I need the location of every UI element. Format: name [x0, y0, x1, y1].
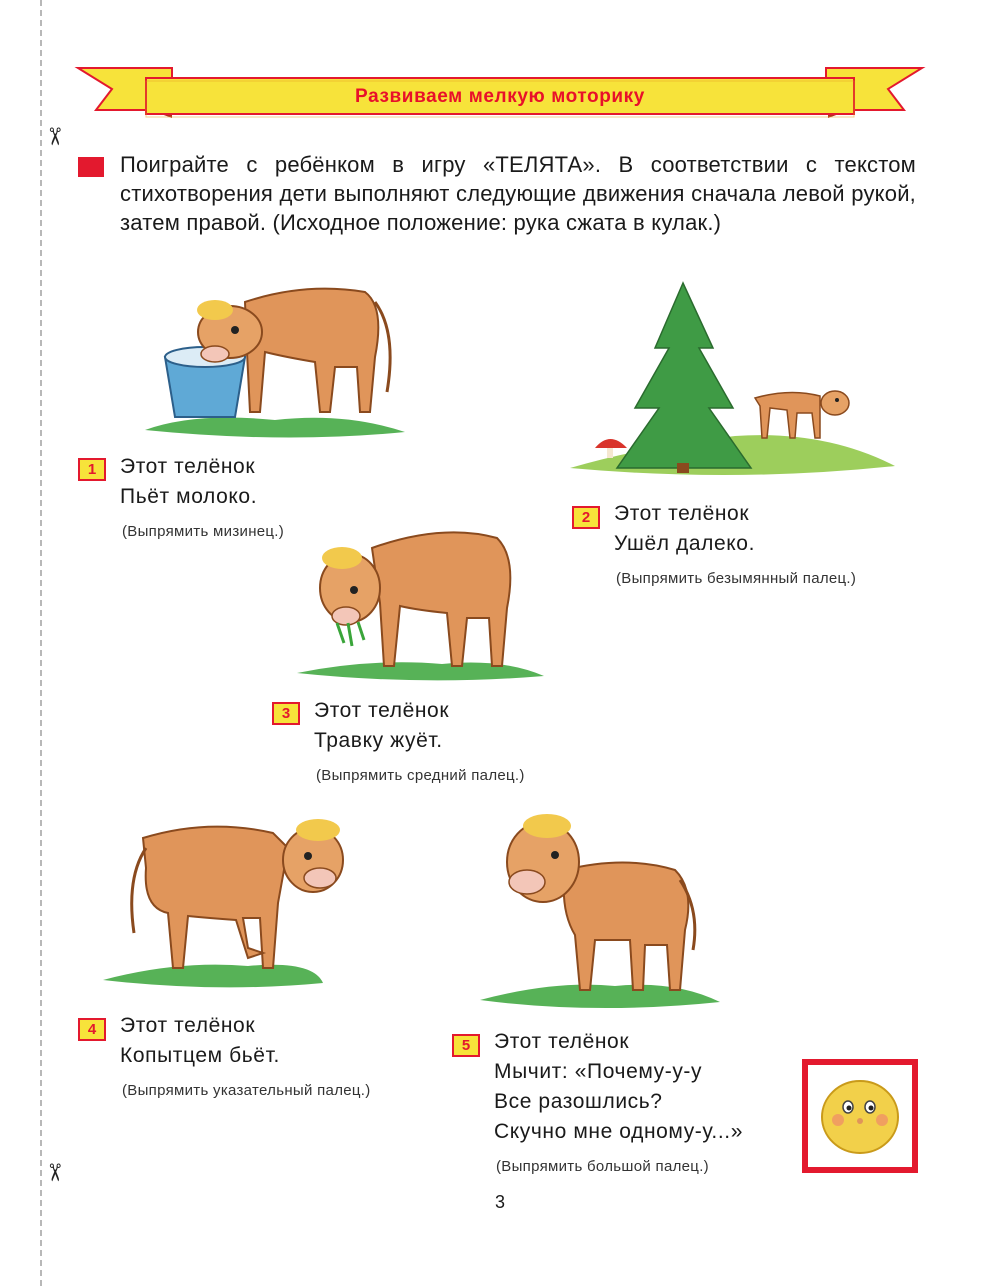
verse-line: Этот телёнок	[314, 699, 450, 722]
verse-line: Этот телёнок	[120, 455, 256, 478]
banner-title: Развиваем мелкую моторику	[355, 86, 645, 107]
bullet-marker	[78, 157, 104, 177]
calf-stamping-illustration	[98, 808, 363, 993]
calf-far-away-illustration	[565, 278, 900, 483]
verse-note-3: (Выпрямить средний палец.)	[316, 767, 525, 784]
verse-number-4: 4	[78, 1018, 106, 1041]
scissors-icon: ✂	[40, 126, 68, 147]
calf-chewing-illustration	[282, 518, 547, 686]
calf-drinking-illustration	[135, 262, 410, 442]
scissors-icon: ✂	[40, 1162, 68, 1183]
verse-3	[314, 696, 449, 756]
verse-1	[120, 452, 257, 512]
verse-line: Этот телёнок	[494, 1030, 630, 1053]
kolobok-frame	[802, 1059, 918, 1173]
verse-number-2: 2	[572, 506, 600, 529]
verse-line: Пьёт молоко.	[120, 485, 258, 508]
verse-5	[494, 1027, 743, 1147]
verse-line: Ушёл далеко.	[614, 532, 756, 555]
calf-mooing-illustration	[475, 800, 725, 1015]
verse-note-1: (Выпрямить мизинец.)	[122, 523, 285, 540]
verse-line: Мычит: «Почему-у-у	[494, 1060, 703, 1083]
verse-line: Скучно мне одному-у...»	[494, 1120, 743, 1143]
kolobok-face-icon	[808, 1065, 912, 1167]
verse-line: Травку жуёт.	[314, 729, 443, 752]
verse-line: Копытцем бьёт.	[120, 1044, 280, 1067]
verse-line: Этот телёнок	[120, 1014, 256, 1037]
verse-number-5: 5	[452, 1034, 480, 1057]
verse-4	[120, 1011, 280, 1071]
verse-note-4: (Выпрямить указательный палец.)	[122, 1082, 371, 1099]
verse-line: Все разошлись?	[494, 1090, 663, 1113]
verse-note-5: (Выпрямить большой палец.)	[496, 1158, 709, 1175]
cut-line	[40, 0, 42, 1286]
page-number: 3	[494, 1192, 505, 1212]
verse-number-1: 1	[78, 458, 106, 481]
verse-note-2: (Выпрямить безымянный палец.)	[616, 570, 857, 587]
verse-2	[614, 499, 755, 559]
intro-text: Поиграйте с ребёнком в игру «ТЕЛЯТА». В соответствии с текстом стихотворения дети выполняют следующие движения сначала левой рукой, затем правой. (Исходное положение: рука сжата в кулак.)	[120, 152, 916, 235]
verse-line: Этот телёнок	[614, 502, 750, 525]
verse-number-3: 3	[272, 702, 300, 725]
